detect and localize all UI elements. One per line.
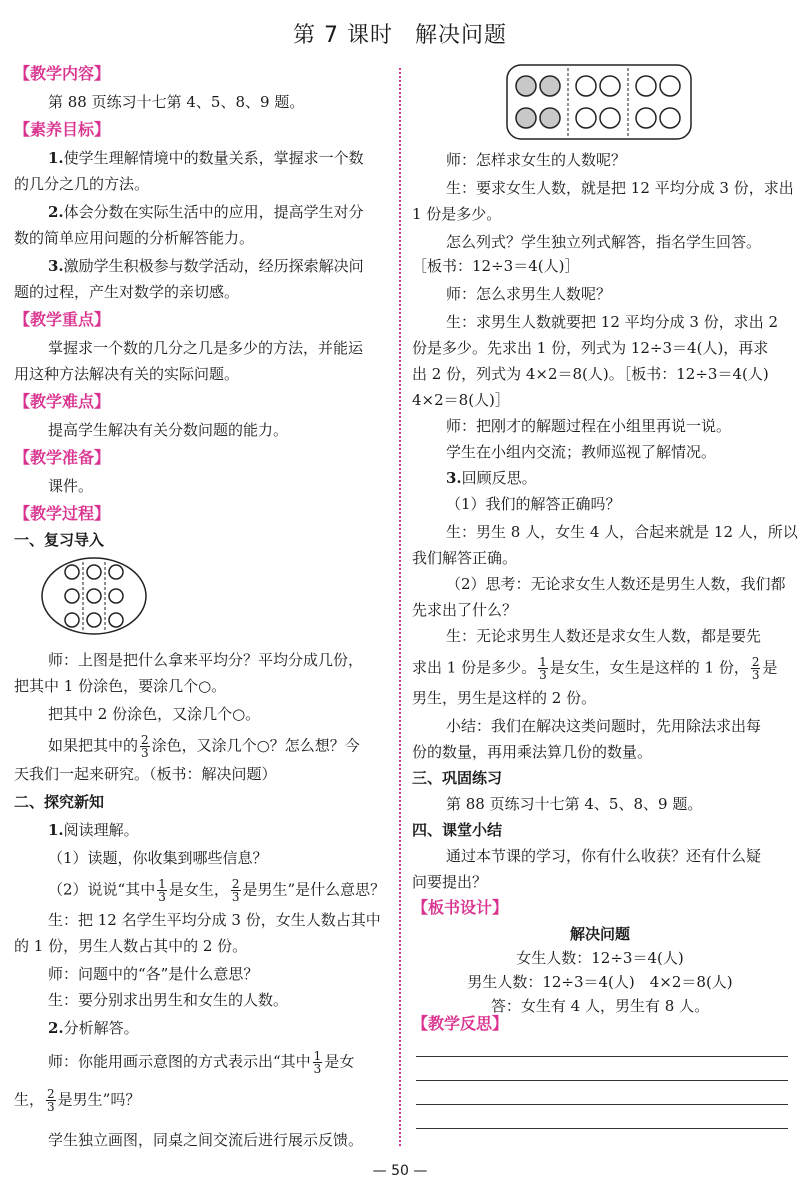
circle-r2c1 [65,589,79,603]
r-p14: 第 88 页练习十七第 4、5、8、9 题。 [446,795,703,813]
board-title: 解决问题 [569,925,630,943]
r-p12-line-3: 男生，男生是这样的 2 份。 [412,689,597,707]
empty-circle [660,76,680,96]
fraction-two-thirds: $\frac{2}{3}$ [231,877,240,904]
r-p3: 怎么列式？学生独立列式解答，指名学生回答。 [446,233,762,251]
r-p2-line-2: 1 份是多少。 [412,205,502,223]
r-p10-line-1: 生：男生 8 人，女生 4 人，合起来就是 12 人，所以 [446,523,798,541]
teaching-content-text: 第 88 页练习十七第 4、5、8、9 题。 [48,93,305,111]
summary-title: 四、课堂小结 [412,821,503,839]
lesson-topic: 解决问题 [414,23,507,48]
goal-1-line-1: 1.使学生理解情境中的数量关系，掌握求一个数 [48,149,364,167]
fraction-one-third: $\frac{1}{3}$ [539,655,547,682]
read-question-2: （2）说说“其中 $\frac{1}{3}$ 是女生， $\frac{2}{3}$ 是男生”是什么意思？ [48,877,386,904]
q1-line-2: 把其中 1 份涂色，要涂几个○。 [14,677,227,695]
section-reflection: 【教学反思】 [412,1014,509,1033]
board-line-2: 男生人数：12÷3＝4(人) 4×2＝8(人) [467,973,733,991]
diagram-question-line-2: 生， $\frac{2}{3}$ 是男生”吗？ [14,1087,141,1114]
answer-line-2: 的 1 份，男生人数占其中的 2 份。 [14,937,248,955]
fraction-one-third: $\frac{1}{3}$ [313,1049,322,1076]
read-question-1: （1）读题，你收集到哪些信息？ [48,849,268,867]
r-p13-line-1: 小结：我们在解决这类问题时，先用除法求出每 [446,717,762,735]
r-board-1: ［板书：12÷3＝4(人)］ [412,257,580,275]
explore-title: 二、探究新知 [14,793,105,811]
r-p7: 师：把刚才的解题过程在小组里再说一说。 [446,417,732,435]
goal-3-line-2: 题的过程，产生对数学的亲切感。 [14,283,240,301]
shaded-circle [516,108,536,128]
shaded-circle [540,76,560,96]
empty-circle [600,76,620,96]
r-p6-line-2: 份是多少。先求出 1 份，列式为 12÷3＝4(人)，再求 [412,339,769,357]
circle-r3c2 [87,613,101,627]
student-drawing-line: 学生独立画图，同桌之间交流后进行展示反馈。 [48,1131,364,1149]
fraction-one-third: $\frac{1}{3}$ [158,877,166,904]
circle-r1c1 [65,565,79,579]
rounded-grouping-figure [506,64,692,140]
r-p2-line-1: 生：要求女生人数，就是把 12 平均分成 3 份，求出 [446,179,794,197]
board-line-1: 女生人数：12÷3＝4(人) [516,949,684,967]
reflection-write-line [416,1080,788,1081]
section-board-design: 【板书设计】 [412,898,509,917]
step-2: 2.分析解答。 [48,1019,139,1037]
step-1: 1.阅读理解。 [48,821,139,839]
key-points-line-1: 掌握求一个数的几分之几是多少的方法，并能运 [48,339,364,357]
student-answer: 生：要分别求出男生和女生的人数。 [48,991,289,1009]
goal-1-line-2: 的几分之几的方法。 [14,175,150,193]
r-step-3: 3.回顾反思。 [446,469,537,487]
page-title [0,18,800,49]
shaded-circle [516,76,536,96]
empty-circle [576,108,596,128]
column-divider [399,68,401,1146]
circle-r3c3 [109,613,123,627]
r-p12-line-1: 生：无论求男生人数还是求女生人数，都是要先 [446,627,762,645]
reflection-write-line [416,1128,788,1129]
empty-circle [600,108,620,128]
circle-r3c1 [65,613,79,627]
section-difficult: 【教学难点】 [14,392,111,411]
r-p10-line-2: 我们解答正确。 [412,549,518,567]
goal-2-line-1: 2.体会分数在实际生活中的应用，提高学生对分 [48,203,364,221]
r-p6-line-4: 4×2＝8(人)］ [412,391,510,409]
section-key-points: 【教学重点】 [14,310,111,329]
goal-2-line-2: 数的简单应用问题的分析解答能力。 [14,229,255,247]
r-p15-line-1: 通过本节课的学习，你有什么收获？还有什么疑 [446,847,762,865]
r-p11-line-1: （2）思考：无论求女生人数还是男生人数，我们都 [446,575,786,593]
fraction-two-thirds: $\frac{2}{3}$ [751,655,760,682]
prep-text: 课件。 [48,477,94,495]
q3-line-2: 天我们一起来研究。（板书：解决问题） [14,765,277,783]
reflection-write-line [416,1056,788,1057]
answer-line-1: 生：把 12 名学生平均分成 3 份，女生人数占其中 [48,911,381,929]
section-teaching-content: 【教学内容】 [14,64,111,83]
empty-circle [660,108,680,128]
reflection-write-line [416,1104,788,1105]
oval-grouping-figure [40,556,148,636]
shaded-circle [540,108,560,128]
q1-line-1: 师：上图是把什么拿来平均分？平均分成几份， [48,651,364,669]
page-number: — 50 — [372,1163,428,1179]
difficult-text: 提高学生解决有关分数问题的能力。 [48,421,289,439]
r-p6-line-1: 生：求男生人数就要把 12 平均分成 3 份，求出 2 [446,313,779,331]
section-process: 【教学过程】 [14,504,111,523]
empty-circle [636,108,656,128]
q3-line-1: 如果把其中的 $\frac{2}{3}$ 涂色，又涂几个○？怎么想？今 [48,733,360,760]
q2-line: 把其中 2 份涂色，又涂几个○。 [48,705,261,723]
r-p9: （1）我们的解答正确吗？ [446,495,621,513]
consolidate-title: 三、巩固练习 [412,769,503,787]
teacher-question: 师：问题中的“各”是什么意思？ [48,965,259,983]
diagram-question-line-1: 师：你能用画示意图的方式表示出“其中 $\frac{1}{3}$ 是女 [48,1049,355,1076]
circle-r2c3 [109,589,123,603]
r-p5: 师：怎么求男生人数呢？ [446,285,612,303]
r-p12-line-2: 求出 1 份是多少。 $\frac{1}{3}$ 是女生，女生是这样的 1 份， $\frac{2}{3}$ 是 [412,655,778,682]
section-goals: 【素养目标】 [14,120,111,139]
goal-3-line-1: 3.激励学生积极参与数学活动，经历探索解决问 [48,257,364,275]
empty-circle [636,76,656,96]
r-p1: 师：怎样求女生的人数呢？ [446,151,627,169]
circle-r2c2 [87,589,101,603]
circle-r1c2 [87,565,101,579]
lesson-number: 第 7 课时 [293,23,393,48]
r-p11-line-2: 先求出了什么？ [412,601,518,619]
r-p15-line-2: 问要提出？ [412,873,488,891]
review-title: 一、复习导入 [14,531,105,549]
r-p13-line-2: 份的数量，再用乘法算几份的数量。 [412,743,653,761]
r-p8: 学生在小组内交流；教师巡视了解情况。 [446,443,717,461]
circle-r1c3 [109,565,123,579]
fraction-two-thirds: $\frac{2}{3}$ [47,1087,55,1114]
fraction-two-thirds: $\frac{2}{3}$ [141,733,149,760]
board-line-3: 答：女生有 4 人，男生有 8 人。 [490,997,710,1015]
r-p6-line-3: 出 2 份，列式为 4×2＝8(人)。［板书：12÷3＝4(人) [412,365,769,383]
empty-circle [576,76,596,96]
section-prep: 【教学准备】 [14,448,111,467]
key-points-line-2: 用这种方法解决有关的实际问题。 [14,365,240,383]
